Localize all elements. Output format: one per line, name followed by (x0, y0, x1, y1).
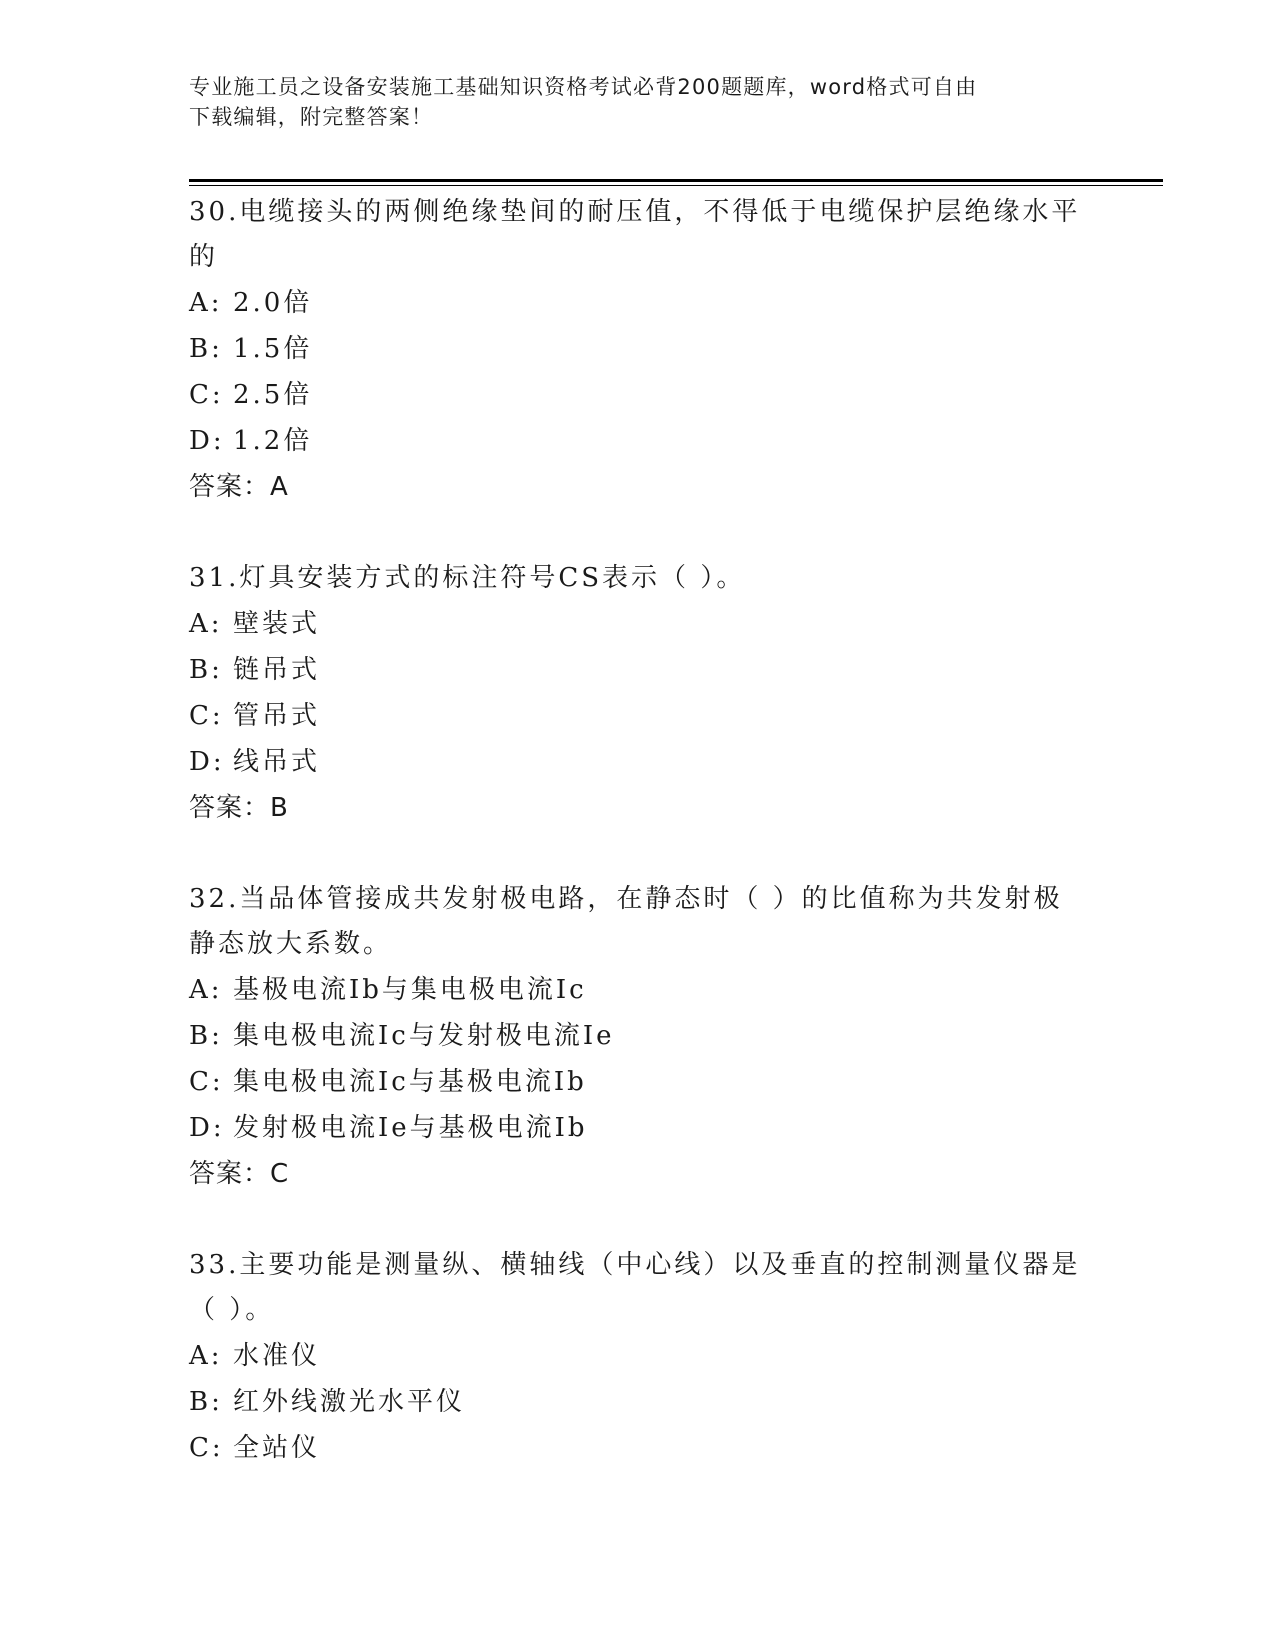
option-text: 壁装式 (233, 609, 321, 639)
option-text: 线吊式 (233, 747, 321, 777)
option-text: 发射极电流Ie与基极电流Ib (233, 1113, 588, 1143)
option-key: A: (189, 1341, 223, 1371)
option-key: C: (189, 1433, 224, 1463)
option-text: 集电极电流Ic与发射极电流Ie (233, 1021, 615, 1051)
option-key: C: (189, 1067, 224, 1097)
option-key: C: (189, 701, 224, 731)
question-list (189, 190, 1089, 1517)
option-key: A: (189, 609, 223, 639)
option-key: B: (189, 1387, 223, 1417)
option-c (189, 372, 1089, 418)
document-header (189, 72, 1089, 132)
option-d (189, 739, 1089, 785)
question-31 (189, 556, 1089, 831)
question-stem (189, 556, 1089, 601)
option-b (189, 1379, 1089, 1425)
option-c (189, 1425, 1089, 1471)
option-key: A: (189, 975, 223, 1005)
option-b (189, 647, 1089, 693)
option-text: 2.0倍 (233, 288, 313, 318)
option-b (189, 1013, 1089, 1059)
question-stem-line-2: 静态放大系数。 (189, 929, 393, 959)
option-key: D: (189, 1113, 225, 1143)
option-c (189, 1059, 1089, 1105)
option-key: A: (189, 288, 223, 318)
question-stem-line-1: 30.电缆接头的两侧绝缘垫间的耐压值，不得低于电缆保护层绝缘水平 (189, 197, 1081, 227)
question-33 (189, 1243, 1089, 1471)
question-32 (189, 877, 1089, 1197)
option-text: 集电极电流Ic与基极电流Ib (233, 1067, 587, 1097)
question-stem-line-2: （ ）。 (189, 1295, 275, 1325)
option-a (189, 967, 1089, 1013)
question-30 (189, 190, 1089, 510)
option-key: D: (189, 747, 225, 777)
option-a (189, 280, 1089, 326)
question-stem (189, 190, 1089, 280)
option-text: 1.5倍 (233, 334, 313, 364)
option-a (189, 601, 1089, 647)
option-text: 基极电流Ib与集电极电流Ic (233, 975, 587, 1005)
option-key: C: (189, 380, 224, 410)
header-divider-thin (189, 185, 1163, 186)
option-a (189, 1333, 1089, 1379)
question-stem (189, 877, 1089, 967)
answer-line: 答案：A (189, 472, 289, 502)
option-text: 2.5倍 (233, 380, 313, 410)
question-stem (189, 1243, 1089, 1333)
option-text: 1.2倍 (233, 426, 313, 456)
option-key: D: (189, 426, 225, 456)
option-c (189, 693, 1089, 739)
answer-line: 答案：C (189, 1159, 290, 1189)
answer-line: 答案：B (189, 793, 289, 823)
option-key: B: (189, 655, 223, 685)
option-text: 全站仪 (233, 1433, 321, 1463)
option-text: 管吊式 (233, 701, 321, 731)
header-title-line-2: 下载编辑，附完整答案！ (189, 105, 434, 129)
option-text: 红外线激光水平仪 (233, 1387, 466, 1417)
option-text: 链吊式 (233, 655, 321, 685)
option-text: 水准仪 (233, 1341, 321, 1371)
option-d (189, 1105, 1089, 1151)
question-stem-line-2: 的 (189, 242, 219, 272)
header-divider-thick (189, 179, 1163, 182)
option-key: B: (189, 1021, 223, 1051)
question-stem-line-1: 33.主要功能是测量纵、横轴线（中心线）以及垂直的控制测量仪器是 (189, 1250, 1081, 1280)
option-d (189, 418, 1089, 464)
header-title-line-1: 专业施工员之设备安装施工基础知识资格考试必背200题题库，word格式可自由 (189, 75, 978, 99)
option-b (189, 326, 1089, 372)
question-stem-line-1: 32.当品体管接成共发射极电路，在静态时（ ）的比值称为共发射极 (189, 884, 1063, 914)
option-key: B: (189, 334, 223, 364)
question-stem-line-1: 31.灯具安装方式的标注符号CS表示（ ）。 (189, 563, 746, 593)
